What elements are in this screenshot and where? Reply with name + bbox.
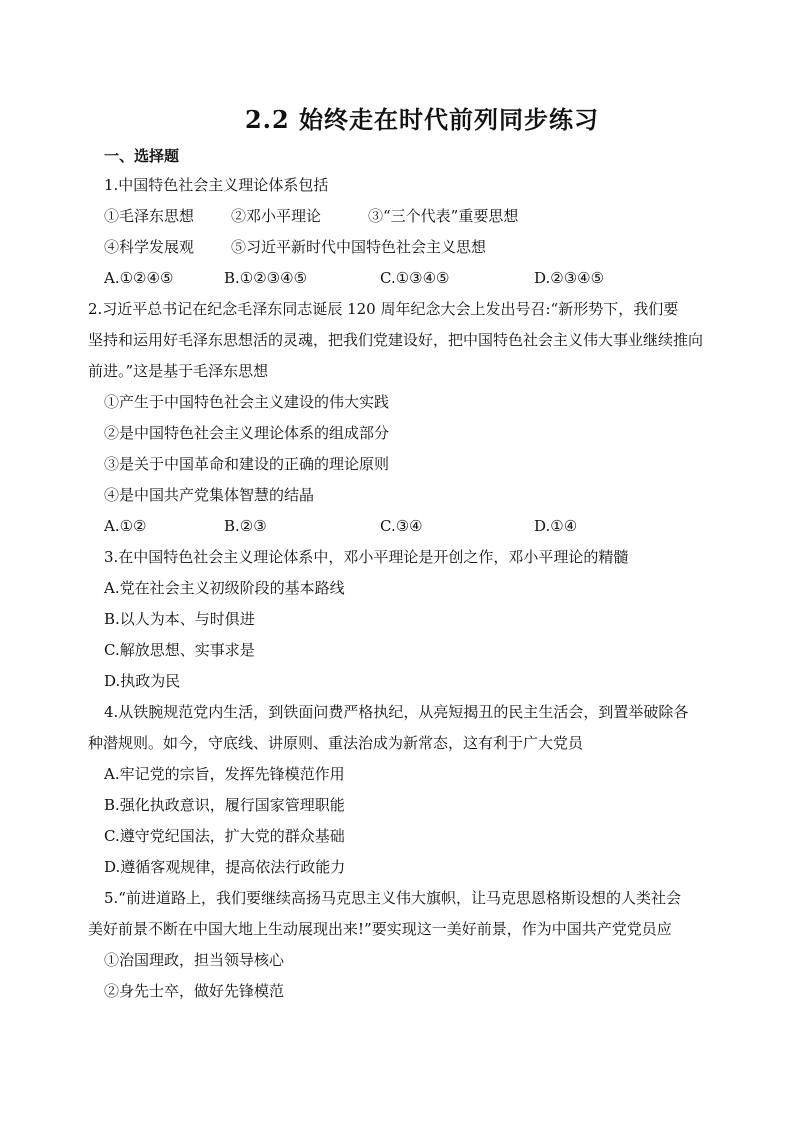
question-4-stem-line-1: 4.从铁腕规范党内生活，到铁面问费严格执纪，从亮短揭丑的民主生活会，到置举破除各 [104, 703, 689, 721]
question-3-stem: 3.在中国特色社会主义理论体系中，邓小平理论是开创之作，邓小平理论的精髓 [104, 548, 629, 566]
question-2-stem-line-1: 2.习近平总书记在纪念毛泽东同志诞辰 120 周年纪念大会上发出号召:“新形势下，我们要 [88, 300, 679, 318]
document-title: 2.2 始终走在时代前列同步练习 [244, 105, 600, 134]
question-2-stem-line-2: 坚持和运用好毛泽东思想活的灵魂，把我们党建设好，把中国特色社会主义伟大事业继续推向 [88, 331, 704, 349]
question-4-option-d: D.遵循客观规律，提高依法行政能力 [104, 858, 346, 876]
question-1-item-4: ④科学发展观 [104, 238, 195, 256]
question-1-items-row-2 [104, 232, 724, 263]
question-3-option-b: B.以人为本、与时俱进 [104, 610, 255, 628]
question-1-items-row-1 [104, 201, 724, 232]
question-1-stem: 1.中国特色社会主义理论体系包括 [104, 176, 329, 194]
question-1-options [104, 263, 724, 294]
question-1-option-b: B.①②③④⑤ [224, 269, 308, 287]
question-1-option-a: A.①②④⑤ [104, 269, 174, 287]
question-2-item-2: ②是中国特色社会主义理论体系的组成部分 [104, 424, 390, 442]
question-2-options [104, 511, 724, 542]
question-2-stem-line-3: 前进。”这是基于毛泽东思想 [88, 362, 269, 380]
question-2-option-a: A.①② [104, 517, 147, 535]
question-1-option-c: C.①③④⑤ [380, 269, 450, 287]
question-5-item-1: ①治国理政，担当领导核心 [104, 951, 285, 969]
question-1-item-2: ②邓小平理论 [231, 207, 322, 225]
question-2-option-d: D.①④ [534, 517, 578, 535]
section-heading: 一、选择题 [104, 147, 180, 165]
question-4-option-c: C.遵守党纪国法，扩大党的群众基础 [104, 827, 345, 845]
question-1-item-1: ①毛泽东思想 [104, 207, 195, 225]
question-4-option-a: A.牢记党的宗旨，发挥先锋模范作用 [104, 765, 345, 783]
question-1-item-3: ③“三个代表”重要思想 [368, 207, 519, 225]
question-2-option-c: C.③④ [380, 517, 423, 535]
question-3-option-c: C.解放思想、实事求是 [104, 641, 255, 659]
question-4-option-b: B.强化执政意识，履行国家管理职能 [104, 796, 345, 814]
question-1-item-5: ⑤习近平新时代中国特色社会主义思想 [231, 238, 487, 256]
question-5-stem-line-1: 5.“前进道路上，我们要继续高扬马克思主义伟大旗帜，让马克思恩格斯设想的人类社会 [104, 889, 681, 907]
question-5-item-2: ②身先士卒，做好先锋模范 [104, 982, 285, 1000]
question-2-item-1: ①产生于中国特色社会主义建设的伟大实践 [104, 393, 390, 411]
question-5-stem-line-2: 美好前景不断在中国大地上生动展现出来!”要实现这一美好前景，作为中国共产党党员应 [88, 920, 672, 938]
question-3-option-d: D.执政为民 [104, 672, 181, 690]
question-1-option-d: D.②③④⑤ [534, 269, 605, 287]
question-2-option-b: B.②③ [224, 517, 267, 535]
question-3-option-a: A.党在社会主义初级阶段的基本路线 [104, 579, 345, 597]
question-4-stem-line-2: 种潜规则。如今，守底线、讲原则、重法治成为新常态，这有利于广大党员 [88, 734, 584, 752]
question-2-item-4: ④是中国共产党集体智慧的结晶 [104, 486, 315, 504]
question-list [88, 170, 724, 1007]
question-2-item-3: ③是关于中国革命和建设的正确的理论原则 [104, 455, 390, 473]
